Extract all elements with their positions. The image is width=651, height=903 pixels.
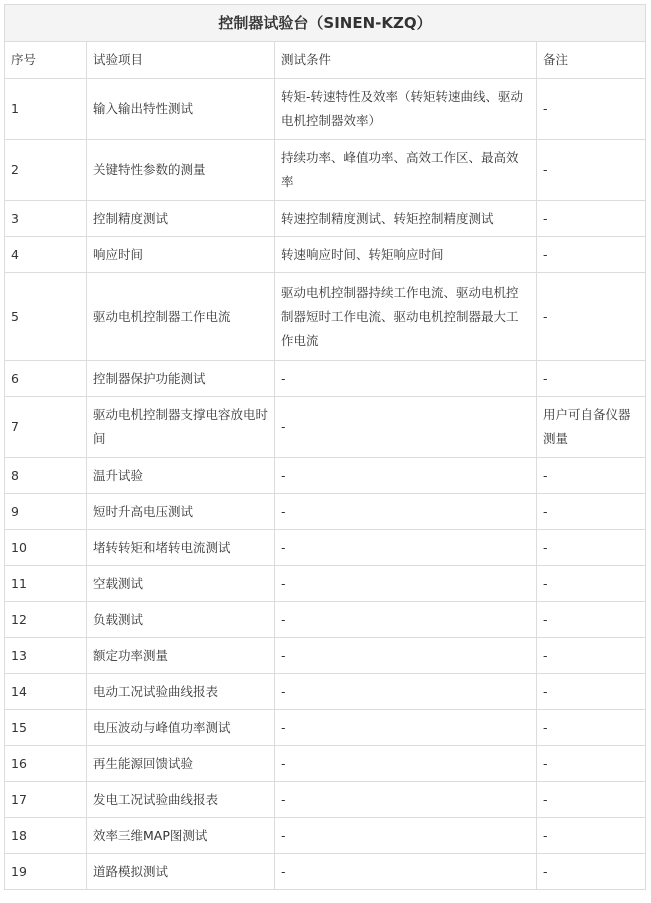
test-item-cell: 响应时间 [87, 237, 275, 273]
table-row [5, 566, 646, 602]
remarks-cell: - [537, 674, 646, 710]
remarks-cell: - [537, 566, 646, 602]
row-index-cell: 9 [5, 494, 87, 530]
table-row [5, 854, 646, 890]
remarks-cell: - [537, 201, 646, 237]
remarks-cell: - [537, 854, 646, 890]
row-index-cell: 6 [5, 361, 87, 397]
test-item-cell: 效率三维MAP图测试 [87, 818, 275, 854]
test-item-cell: 再生能源回馈试验 [87, 746, 275, 782]
table-row [5, 782, 646, 818]
row-index-cell: 7 [5, 397, 87, 458]
test-bench-table-container [4, 4, 645, 890]
row-index-cell: 3 [5, 201, 87, 237]
row-index-cell: 1 [5, 79, 87, 140]
row-index-cell: 11 [5, 566, 87, 602]
table-row [5, 361, 646, 397]
test-item-cell: 控制器保护功能测试 [87, 361, 275, 397]
remarks-cell: - [537, 273, 646, 361]
header-test-item: 试验项目 [87, 42, 275, 79]
test-conditions-cell: - [275, 782, 537, 818]
table-row [5, 201, 646, 237]
test-item-cell: 关键特性参数的测量 [87, 140, 275, 201]
table-row [5, 273, 646, 361]
row-index-cell: 12 [5, 602, 87, 638]
header-remarks: 备注 [537, 42, 646, 79]
row-index-cell: 13 [5, 638, 87, 674]
remarks-cell: - [537, 818, 646, 854]
remarks-cell: - [537, 361, 646, 397]
test-conditions-cell: 转速控制精度测试、转矩控制精度测试 [275, 201, 537, 237]
test-conditions-cell: 转速响应时间、转矩响应时间 [275, 237, 537, 273]
row-index-cell: 17 [5, 782, 87, 818]
row-index-cell: 15 [5, 710, 87, 746]
test-conditions-cell: - [275, 494, 537, 530]
remarks-cell: - [537, 458, 646, 494]
test-item-cell: 堵转转矩和堵转电流测试 [87, 530, 275, 566]
test-item-cell: 道路模拟测试 [87, 854, 275, 890]
test-item-cell: 输入输出特性测试 [87, 79, 275, 140]
row-index-cell: 14 [5, 674, 87, 710]
test-conditions-cell: - [275, 530, 537, 566]
test-item-cell: 发电工况试验曲线报表 [87, 782, 275, 818]
test-conditions-cell: - [275, 674, 537, 710]
remarks-cell: - [537, 746, 646, 782]
test-item-cell: 电动工况试验曲线报表 [87, 674, 275, 710]
test-bench-table [4, 4, 646, 890]
row-index-cell: 10 [5, 530, 87, 566]
test-conditions-cell: - [275, 710, 537, 746]
row-index-cell: 4 [5, 237, 87, 273]
test-item-cell: 温升试验 [87, 458, 275, 494]
test-conditions-cell: - [275, 602, 537, 638]
table-row [5, 710, 646, 746]
row-index-cell: 8 [5, 458, 87, 494]
remarks-cell: - [537, 140, 646, 201]
test-item-cell: 空载测试 [87, 566, 275, 602]
test-item-cell: 额定功率测量 [87, 638, 275, 674]
table-row [5, 602, 646, 638]
table-header-row [5, 42, 646, 79]
table-row [5, 458, 646, 494]
remarks-cell: - [537, 79, 646, 140]
table-row [5, 140, 646, 201]
test-item-cell: 控制精度测试 [87, 201, 275, 237]
test-item-cell: 驱动电机控制器支撑电容放电时间 [87, 397, 275, 458]
test-item-cell: 电压波动与峰值功率测试 [87, 710, 275, 746]
test-conditions-cell: - [275, 818, 537, 854]
table-row [5, 397, 646, 458]
remarks-cell: - [537, 710, 646, 746]
remarks-cell: - [537, 494, 646, 530]
table-row [5, 79, 646, 140]
test-conditions-cell: - [275, 746, 537, 782]
table-title: 控制器试验台（SINEN-KZQ） [5, 5, 646, 42]
row-index-cell: 19 [5, 854, 87, 890]
remarks-cell: - [537, 782, 646, 818]
table-row [5, 818, 646, 854]
test-item-cell: 驱动电机控制器工作电流 [87, 273, 275, 361]
remarks-cell: - [537, 530, 646, 566]
table-row [5, 530, 646, 566]
test-conditions-cell: 驱动电机控制器持续工作电流、驱动电机控制器短时工作电流、驱动电机控制器最大工作电流 [275, 273, 537, 361]
test-conditions-cell: - [275, 458, 537, 494]
table-title-row [5, 5, 646, 42]
remarks-cell: - [537, 237, 646, 273]
row-index-cell: 18 [5, 818, 87, 854]
table-row [5, 494, 646, 530]
test-conditions-cell: - [275, 638, 537, 674]
header-test-conditions: 测试条件 [275, 42, 537, 79]
table-row [5, 638, 646, 674]
test-item-cell: 短时升高电压测试 [87, 494, 275, 530]
test-conditions-cell: - [275, 854, 537, 890]
test-item-cell: 负载测试 [87, 602, 275, 638]
row-index-cell: 2 [5, 140, 87, 201]
table-row [5, 746, 646, 782]
test-conditions-cell: - [275, 361, 537, 397]
test-conditions-cell: 转矩-转速特性及效率（转矩转速曲线、驱动电机控制器效率） [275, 79, 537, 140]
test-conditions-cell: - [275, 566, 537, 602]
test-conditions-cell: - [275, 397, 537, 458]
row-index-cell: 5 [5, 273, 87, 361]
table-row [5, 674, 646, 710]
remarks-cell: - [537, 638, 646, 674]
test-conditions-cell: 持续功率、峰值功率、高效工作区、最高效率 [275, 140, 537, 201]
table-row [5, 237, 646, 273]
remarks-cell: 用户可自备仪器测量 [537, 397, 646, 458]
row-index-cell: 16 [5, 746, 87, 782]
header-index: 序号 [5, 42, 87, 79]
remarks-cell: - [537, 602, 646, 638]
